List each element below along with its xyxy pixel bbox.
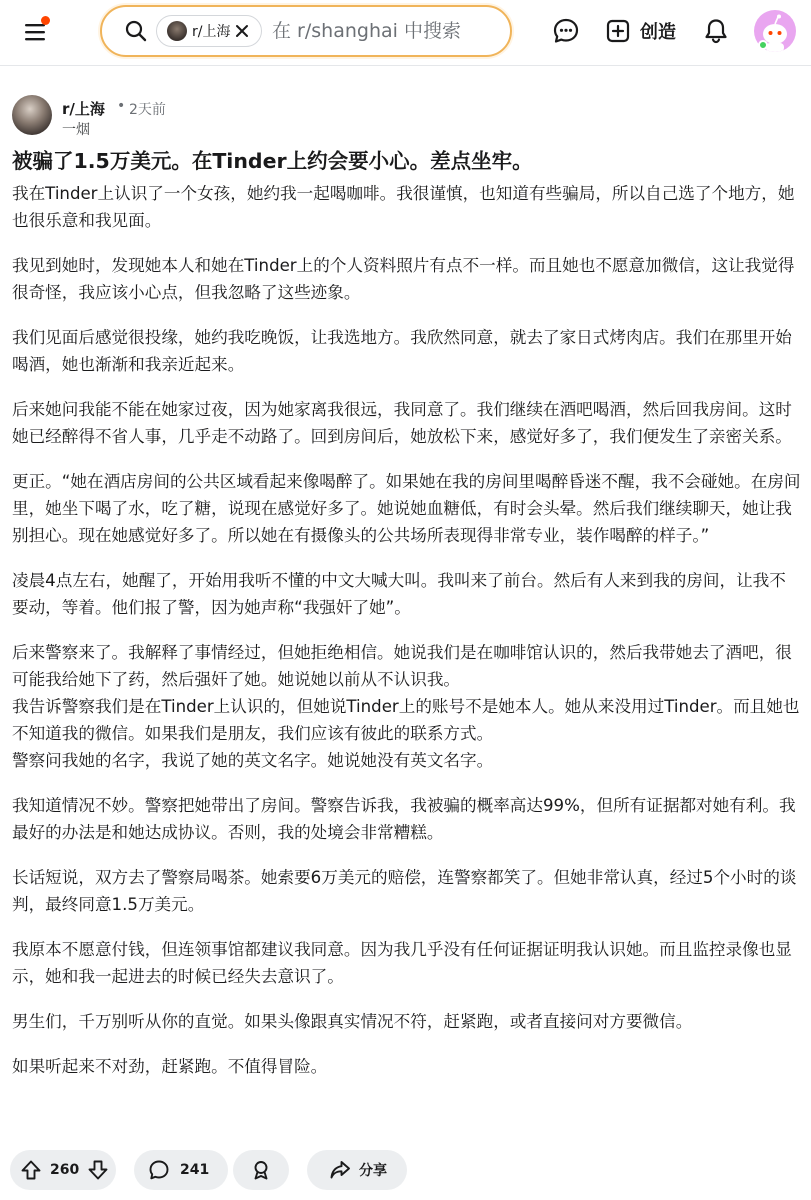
post-paragraph: 如果听起来不对劲，赶紧跑。不值得冒险。 — [12, 1057, 328, 1076]
subreddit-avatar[interactable] — [12, 95, 52, 135]
award-icon — [250, 1159, 272, 1181]
share-icon — [329, 1159, 351, 1181]
comments-button[interactable] — [134, 1150, 228, 1190]
post-paragraph: 男生们，千万别听从你的直觉。如果头像跟真实情况不符，赶紧跑，或者直接问对方要微信。 — [12, 1012, 693, 1031]
bell-icon[interactable] — [702, 17, 730, 45]
search-input[interactable] — [272, 17, 492, 45]
share-label: 分享 — [359, 1163, 387, 1179]
menu-icon — [24, 22, 48, 42]
post-paragraph: 警察问我她的名字，我说了她的英文名字。她说她没有英文名字。 — [12, 751, 494, 770]
post-paragraph: 更正。“她在酒店房间的公共区域看起来像喝醉了。如果她在我的房间里喝醉昏迷不醒，我不会碰她。在房间里，她坐下喝了水，吃了糖，说现在感觉好多了。她说她血糖低，有时会头晕。然后我们继续聊天，她让我别担心。现在她感觉好多了。所以她在有摄像头的公共场所表现得非常专业，装作喝醉的样子。” — [12, 472, 801, 545]
close-icon[interactable] — [234, 23, 250, 39]
post-paragraph: 后来她问我能不能在她家过夜，因为她家离我很远，我同意了。我们继续在酒吧喝酒，然后回我房间。这时她已经醉得不省人事，几乎走不动路了。回到房间后，她放松下来，感觉好多了，我们便发生了亲密关系。 — [12, 400, 792, 446]
subreddit-filter-chip[interactable] — [156, 15, 262, 47]
vote-count: 260 — [50, 1162, 80, 1178]
comment-icon — [148, 1159, 170, 1181]
menu-button[interactable] — [18, 14, 54, 50]
online-status-dot — [758, 40, 768, 50]
post-paragraph: 我告诉警察我们是在Tinder上认识的，但她说Tinder上的账号不是她本人。她从来没用过Tinder。而且她也不知道我的微信。如果我们是朋友，我们应该有彼此的联系方式。 — [12, 697, 800, 743]
search-bar[interactable] — [100, 5, 512, 57]
search-icon — [124, 19, 148, 43]
post-title: 被骗了1.5万美元。在Tinder上约会要小心。差点坐牢。 — [12, 149, 533, 173]
post-body — [12, 180, 802, 1098]
notification-dot — [41, 16, 50, 25]
comment-count: 241 — [180, 1162, 210, 1178]
subreddit-avatar-small — [167, 21, 187, 41]
upvote-icon[interactable] — [20, 1159, 42, 1181]
subreddit-chip-label: r/上海 — [192, 24, 231, 40]
post-paragraph: 我们见面后感觉很投缘，她约我吃晚饭，让我选地方。我欣然同意，就去了家日式烤肉店。我们在那里开始喝酒，她也渐渐和我亲近起来。 — [12, 328, 792, 374]
plus-square-icon — [606, 19, 630, 43]
post-paragraph: 凌晨4点左右，她醒了，开始用我听不懂的中文大喊大叫。我叫来了前台。然后有人来到我的房间，让我不要动，等着。他们报了警，因为她声称“我强奸了她”。 — [12, 571, 786, 617]
post-timestamp: 2天前 — [129, 102, 166, 118]
post-action-bar — [10, 1150, 790, 1192]
post-paragraph: 长话短说，双方去了警察局喝茶。她索要6万美元的赔偿，连警察都笑了。但她非常认真，经过5个小时的谈判，最终同意1.5万美元。 — [12, 868, 797, 914]
award-button[interactable] — [233, 1150, 289, 1190]
vote-control — [10, 1150, 116, 1190]
post-author[interactable]: 一烟 — [62, 122, 90, 138]
create-button[interactable] — [598, 12, 710, 50]
top-bar — [0, 0, 811, 66]
post-paragraph: 我知道情况不妙。警察把她带出了房间。警察告诉我，我被骗的概率高达99%，但所有证据都对她有利。我最好的办法是和她达成协议。否则，我的处境会非常糟糕。 — [12, 796, 796, 842]
downvote-icon[interactable] — [87, 1159, 109, 1181]
post-paragraph: 后来警察来了。我解释了事情经过，但她拒绝相信。她说我们是在咖啡馆认识的，然后我带她去了酒吧，很可能我给她下了药，然后强奸了她。她说她以前从不认识我。 — [12, 643, 792, 689]
create-label: 创造 — [640, 22, 676, 43]
meta-separator: • — [117, 98, 126, 114]
share-button[interactable] — [307, 1150, 407, 1190]
chat-icon[interactable] — [552, 17, 580, 45]
subreddit-name[interactable]: r/上海 — [62, 100, 105, 118]
post-paragraph: 我原本不愿意付钱，但连领事馆都建议我同意。因为我几乎没有任何证据证明我认识她。而且监控录像也显示，她和我一起进去的时候已经失去意识了。 — [12, 940, 792, 986]
post-paragraph: 我见到她时，发现她本人和她在Tinder上的个人资料照片有点不一样。而且她也不愿意加微信，这让我觉得很奇怪，我应该小心点，但我忽略了这些迹象。 — [12, 256, 795, 302]
post-paragraph: 我在Tinder上认识了一个女孩，她约我一起喝咖啡。我很谨慎，也知道有些骗局，所以自己选了个地方，她也很乐意和我见面。 — [12, 184, 795, 230]
post-meta — [12, 95, 792, 139]
